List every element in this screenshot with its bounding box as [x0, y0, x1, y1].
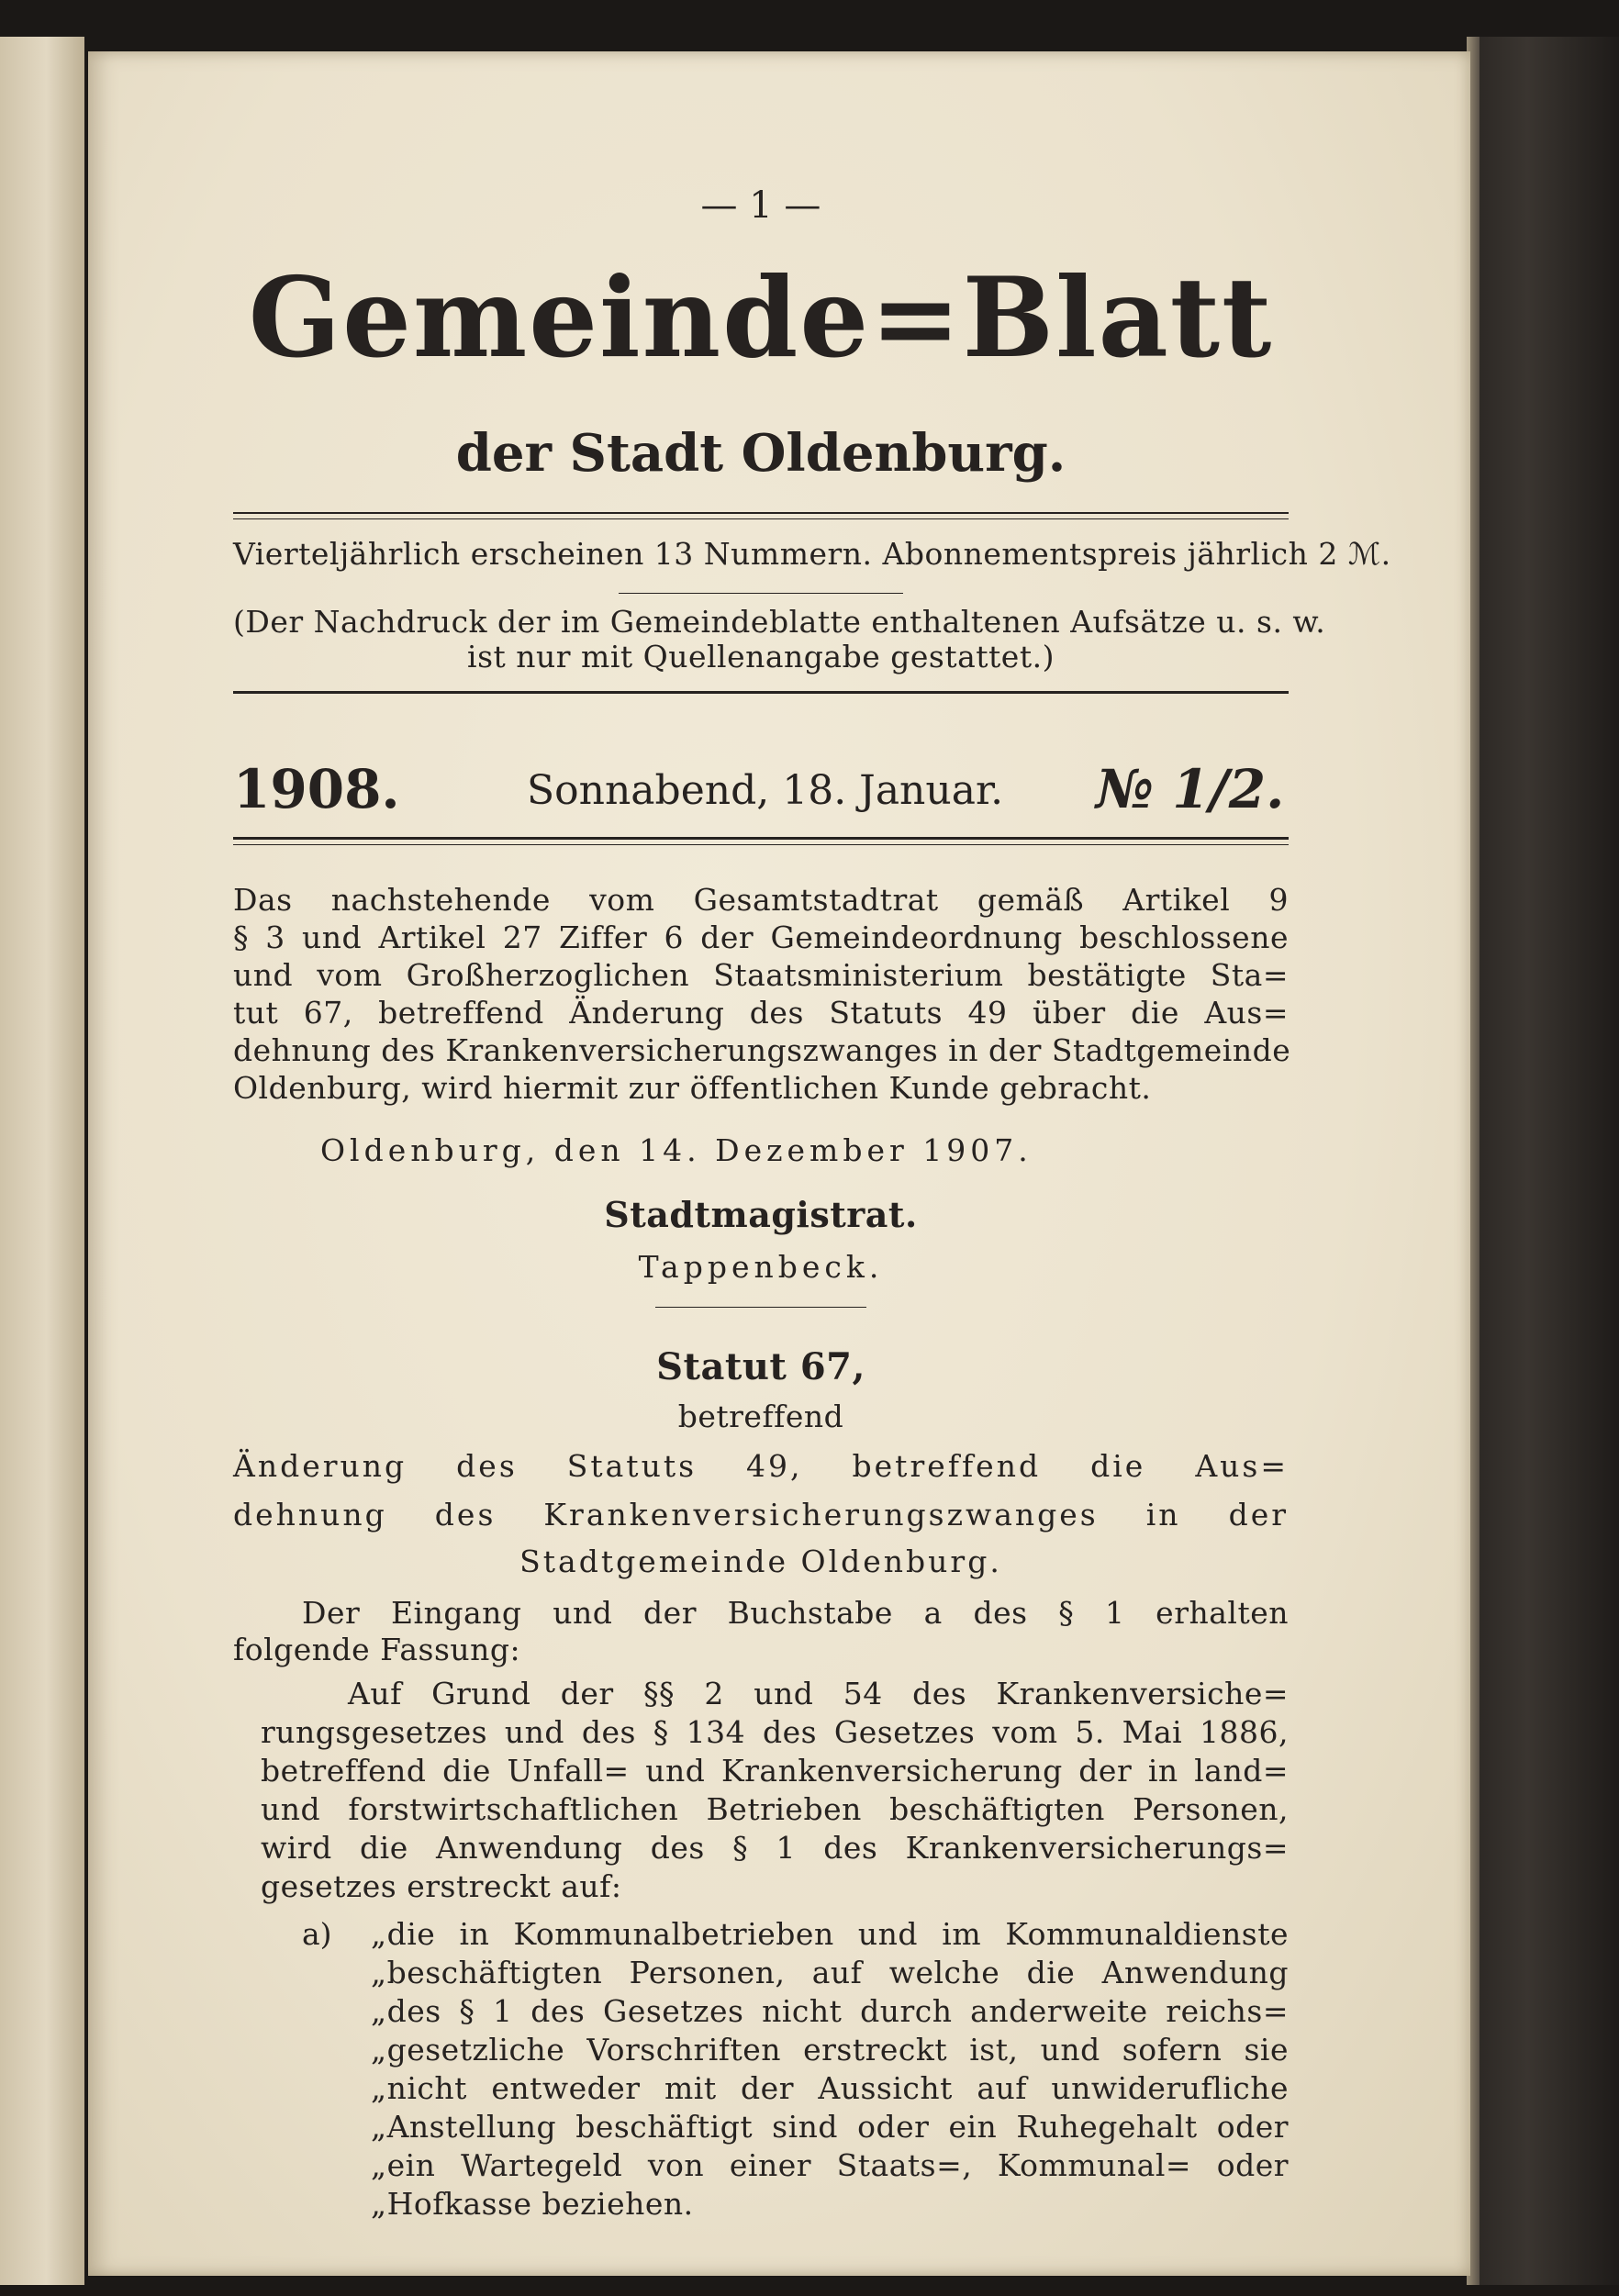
issue-rule-bottom-thin: [233, 844, 1289, 845]
announcement-line: und vom Großherzoglichen Staatsministerium bestätigte Sta=: [233, 957, 1289, 993]
list-item-letter: a): [302, 1916, 332, 1952]
reprint-note-line-1: (Der Nachdruck der im Gemeindeblatte enthaltenen Aufsätze u. s. w.: [233, 604, 1326, 640]
list-item-line: „nicht entweder mit der Aussicht auf unwiderufliche: [371, 2070, 1289, 2106]
issue-rule-bottom: [233, 837, 1289, 840]
statute-concerning: betreffend: [677, 1399, 844, 1434]
page-number: — 1 —: [700, 184, 821, 227]
book-cover: [1467, 37, 1619, 2285]
statute-body-line: betreffend die Unfall= und Krankenversicherung der in land=: [261, 1753, 1289, 1789]
statute-body-line: wird die Anwendung des § 1 des Krankenversicherungs=: [261, 1830, 1289, 1866]
issue-rule-top: [233, 691, 1289, 694]
list-item-line: „beschäftigten Personen, auf welche die Anwendung: [371, 1955, 1289, 1990]
masthead-subtitle: der Stadt Oldenburg.: [455, 423, 1066, 484]
announcement-line: Oldenburg, wird hiermit zur öffentlichen Kunde gebracht.: [233, 1070, 1152, 1106]
statute-body-line: gesetzes erstreckt auf:: [261, 1868, 622, 1904]
authority: Stadtmagistrat.: [604, 1194, 918, 1235]
list-item-line: „gesetzliche Vorschriften erstreckt ist, und sofern sie: [371, 2032, 1289, 2068]
announcement-line: dehnung des Krankenversicherungszwanges in der Stadtgemeinde: [233, 1032, 1291, 1068]
short-divider: [619, 593, 903, 594]
signature: Tappenbeck.: [638, 1249, 884, 1285]
subscription-info: Vierteljährlich erscheinen 13 Nummern. Abonnementspreis jährlich 2 ℳ.: [233, 536, 1391, 572]
announcement-line: tut 67, betreffend Änderung des Statuts 49 über die Aus=: [233, 995, 1289, 1031]
masthead-title: Gemeinde=Blatt: [248, 253, 1274, 383]
statute-heading: Statut 67,: [656, 1345, 865, 1388]
place-date: Oldenburg, den 14. Dezember 1907.: [320, 1132, 1033, 1168]
issue-date: Sonnabend, 18. Januar.: [527, 767, 1004, 814]
list-item-line: „ein Wartegeld von einer Staats=, Kommunal= oder: [371, 2147, 1289, 2183]
list-item-line: „die in Kommunalbetrieben und im Kommunaldienste: [371, 1916, 1289, 1952]
list-item-line: „Anstellung beschäftigt sind oder ein Ruhegehalt oder: [371, 2109, 1289, 2145]
issue-year: 1908.: [233, 758, 400, 820]
facing-page-edge: [0, 37, 84, 2285]
list-item-line: „Hofkasse beziehen.: [371, 2186, 694, 2222]
statute-intro-line: folgende Fassung:: [233, 1632, 521, 1667]
masthead-rule-bottom: [233, 518, 1289, 519]
announcement-line: Das nachstehende vom Gesamtstadtrat gemäß Artikel 9: [233, 882, 1289, 918]
statute-subject-line: dehnung des Krankenversicherungszwanges in der: [233, 1497, 1289, 1533]
announcement-line: § 3 und Artikel 27 Ziffer 6 der Gemeindeordnung beschlossene: [233, 920, 1289, 955]
masthead-rule-top: [233, 512, 1289, 514]
statute-subject-line: Änderung des Statuts 49, betreffend die Aus=: [233, 1448, 1289, 1484]
statute-body-line: und forstwirtschaftlichen Betrieben beschäftigten Personen,: [261, 1791, 1289, 1827]
section-divider: [655, 1307, 866, 1308]
document-page: [88, 51, 1470, 2276]
statute-subject-line: Stadtgemeinde Oldenburg.: [519, 1544, 1002, 1579]
issue-number: № 1/2.: [1096, 758, 1285, 820]
statute-intro-line: Der Eingang und der Buchstabe a des § 1 erhalten: [302, 1595, 1289, 1631]
list-item-line: „des § 1 des Gesetzes nicht durch anderweite reichs=: [371, 1993, 1289, 2029]
statute-body-line: rungsgesetzes und des § 134 des Gesetzes vom 5. Mai 1886,: [261, 1714, 1289, 1750]
statute-body-line: Auf Grund der §§ 2 und 54 des Krankenversiche=: [348, 1676, 1289, 1711]
reprint-note-line-2: ist nur mit Quellenangabe gestattet.): [467, 639, 1055, 674]
